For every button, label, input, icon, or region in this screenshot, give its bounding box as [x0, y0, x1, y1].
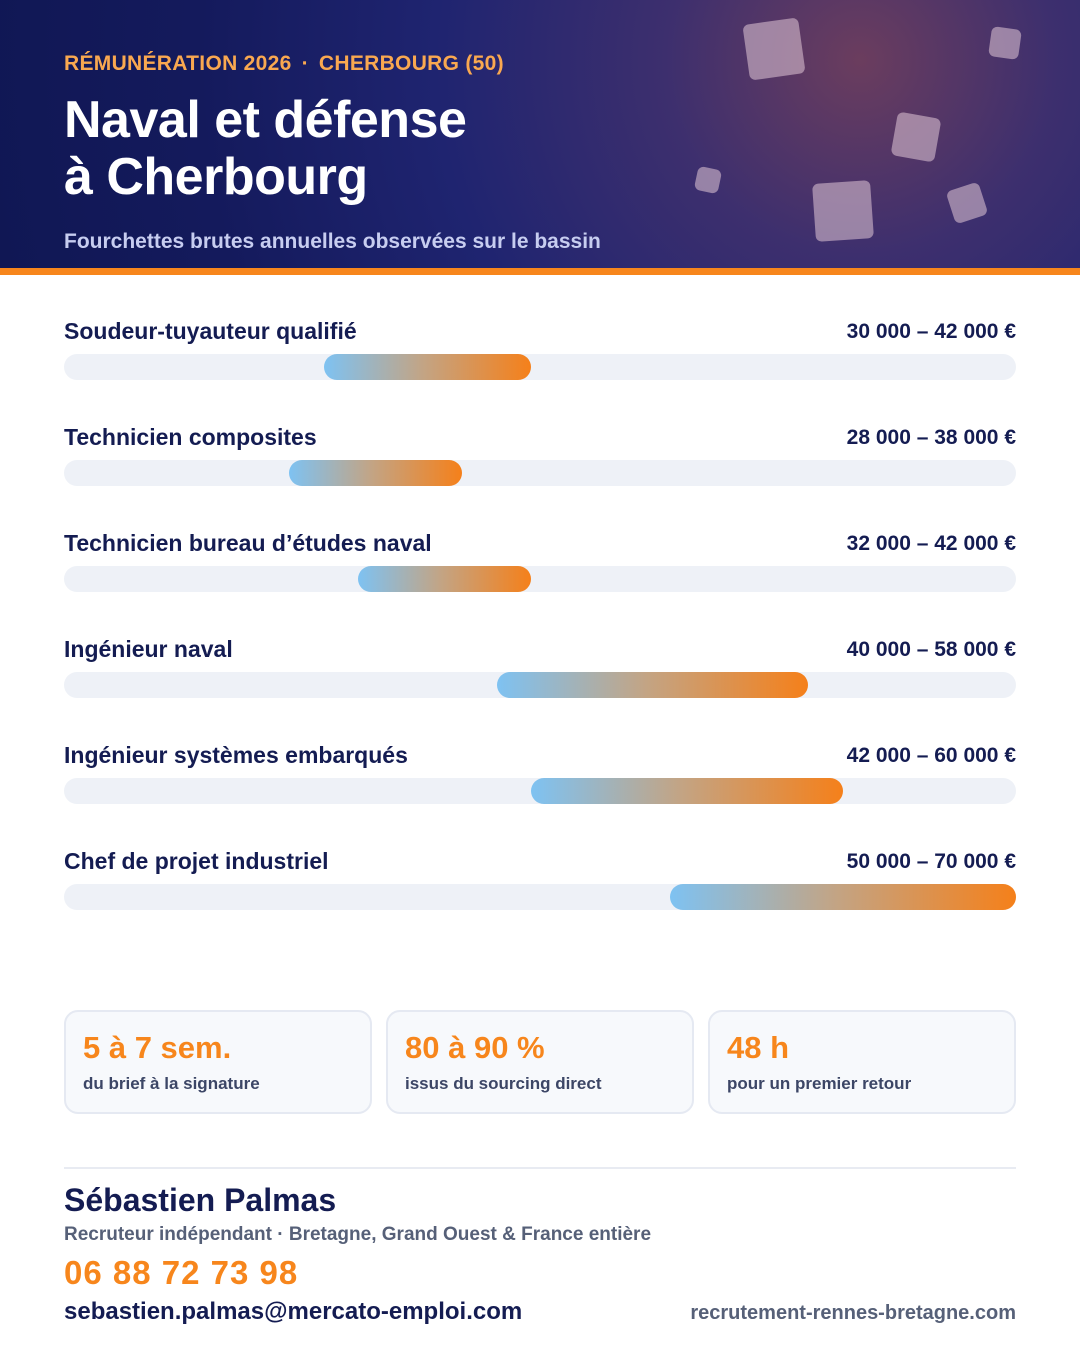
- decorative-square: [742, 17, 805, 80]
- range-bar: [531, 778, 843, 804]
- range-bar: [358, 566, 531, 592]
- chart-row: [64, 310, 1016, 390]
- category-label: Technicien bureau d’études naval: [64, 530, 432, 556]
- category-label: Soudeur-tuyauteur qualifié: [64, 318, 357, 344]
- chart-row: [64, 522, 1016, 602]
- stat-card-response: [708, 1010, 1016, 1114]
- range-bar: [289, 460, 462, 486]
- decorative-square: [812, 180, 874, 242]
- stats-row: [64, 1010, 1016, 1114]
- range-bar: [497, 672, 809, 698]
- range-label: 50 000 – 70 000 €: [846, 850, 1016, 873]
- decorative-square: [988, 26, 1022, 60]
- chart-row: [64, 734, 1016, 814]
- stat-caption: du brief à la signature: [83, 1074, 260, 1093]
- stat-caption: issus du sourcing direct: [405, 1074, 602, 1093]
- bar-track: [64, 778, 1016, 804]
- title-line-2: à Cherbourg: [64, 148, 368, 206]
- range-bar: [670, 884, 1016, 910]
- header-banner: [0, 0, 1080, 268]
- range-bar: [324, 354, 532, 380]
- chart-row: [64, 628, 1016, 708]
- range-label: 28 000 – 38 000 €: [846, 426, 1016, 449]
- stat-value: 80 à 90 %: [405, 1030, 545, 1065]
- stat-value: 5 à 7 sem.: [83, 1030, 232, 1065]
- chart-row: [64, 840, 1016, 920]
- bar-track: [64, 672, 1016, 698]
- contact-phone[interactable]: 06 88 72 73 98: [64, 1254, 299, 1291]
- bar-track: [64, 460, 1016, 486]
- bar-track: [64, 884, 1016, 910]
- contact-role: Recruteur indépendant · Bretagne, Grand Ouest & France entière: [64, 1224, 652, 1245]
- contact-name: Sébastien Palmas: [64, 1182, 337, 1218]
- footer-divider: [64, 1167, 1016, 1169]
- stat-card-sourcing: [386, 1010, 694, 1114]
- stat-value: 48 h: [727, 1030, 790, 1065]
- chart-row: [64, 416, 1016, 496]
- category-label: Ingénieur systèmes embarqués: [64, 742, 408, 768]
- stat-card-delay: [64, 1010, 372, 1114]
- range-label: 40 000 – 58 000 €: [846, 638, 1016, 661]
- eyebrow-location: CHERBOURG (50): [318, 52, 504, 75]
- category-label: Chef de projet industriel: [64, 848, 329, 874]
- decorative-square: [946, 182, 989, 225]
- range-label: 42 000 – 60 000 €: [846, 744, 1016, 767]
- decorative-square: [694, 166, 722, 194]
- contact-website[interactable]: recrutement-rennes-bretagne.com: [690, 1302, 1016, 1324]
- eyebrow-topic: RÉMUNÉRATION 2026: [64, 52, 292, 75]
- title-line-1: Naval et défense: [64, 91, 467, 149]
- bar-track: [64, 566, 1016, 592]
- bar-track: [64, 354, 1016, 380]
- eyebrow: [64, 52, 504, 76]
- eyebrow-separator: ·: [301, 52, 309, 75]
- category-label: Technicien composites: [64, 424, 317, 450]
- stat-caption: pour un premier retour: [727, 1074, 912, 1093]
- page-subtitle: Fourchettes brutes annuelles observées sur le bassin: [64, 230, 601, 253]
- category-label: Ingénieur naval: [64, 636, 233, 662]
- page-title: [64, 92, 466, 206]
- header-accent-stripe: [0, 268, 1080, 275]
- range-label: 30 000 – 42 000 €: [846, 320, 1016, 343]
- decorative-square: [891, 112, 942, 163]
- contact-email[interactable]: sebastien.palmas@mercato-emploi.com: [64, 1298, 523, 1325]
- range-label: 32 000 – 42 000 €: [846, 532, 1016, 555]
